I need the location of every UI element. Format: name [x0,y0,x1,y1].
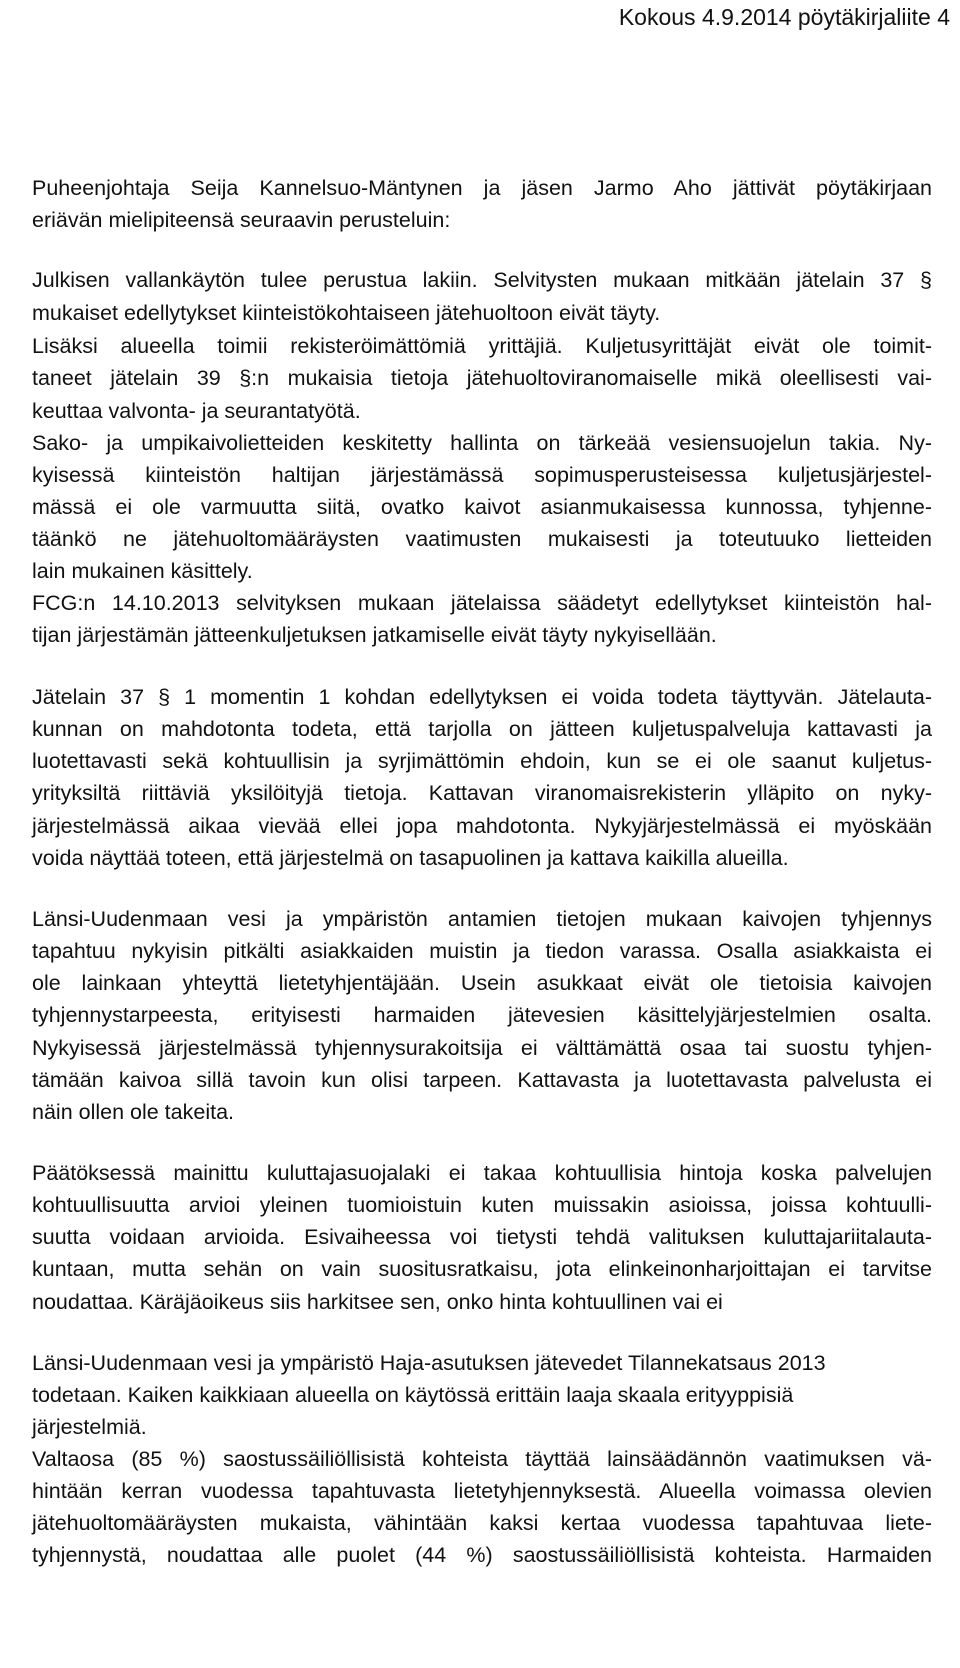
text-line: FCG:n 14.10.2013 selvityksen mukaan jätelaissa säädetyt edellytykset kiinteistön hal- [32,591,932,615]
text-line: luotettavasti sekä kohtuullisin ja syrjimättömin ehdoin, kun se ei ole saanut kuljetus- [32,749,932,773]
text-line: Julkisen vallankäytön tulee perustua lakiin. Selvitysten mukaan mitkään jätelain 37 § [32,268,932,292]
text-line: lain mukainen käsittely. [32,559,253,583]
text-line: järjestelmässä aikaa vievää ellei jopa mahdotonta. Nykyjärjestelmässä ei myöskään [32,814,932,838]
text-line: tapahtuu nykyisin pitkälti asiakkaiden muistin ja tiedon varassa. Osalla asiakkaista ei [32,939,932,963]
text-line: todetaan. Kaiken kaikkiaan alueella on käytössä erittäin laaja skaala erityyppisiä [32,1383,794,1407]
text-line: taneet jätelain 39 §:n mukaisia tietoja jätehuoltoviranomaiselle mikä oleellisesti vai- [32,366,932,390]
text-line: tyhjennystä, noudattaa alle puolet (44 %) saostussäiliöllisistä kohteista. Harmaiden [32,1543,932,1567]
text-line: jätehuoltomääräysten mukaista, vähintään kaksi kertaa vuodessa tapahtuvaa liete- [32,1511,932,1535]
text-line: Sako- ja umpikaivolietteiden keskitetty hallinta on tärkeää vesiensuojelun takia. Ny- [32,431,932,455]
text-line: eriävän mielipiteensä seuraavin perusteluin: [32,208,451,232]
text-line: tämään kaivoa sillä tavoin kun olisi tarpeen. Kattavasta ja luotettavasta palvelusta ei [32,1068,932,1092]
text-line: Valtaosa (85 %) saostussäiliöllisistä kohteista täyttää lainsäädännön vaatimuksen vä- [32,1447,932,1471]
text-line: tijan järjestämän jätteenkuljetuksen jatkamiselle eivät täyty nykyisellään. [32,623,717,647]
text-line: kohtuullisuutta arvioi yleinen tuomioistuin kuten muissakin asioissa, joissa kohtuulli- [32,1193,932,1217]
text-line: Länsi-Uudenmaan vesi ja ympäristön antamien tietojen mukaan kaivojen tyhjennys [32,907,932,931]
text-line: keuttaa valvonta- ja seurantatyötä. [32,399,361,423]
text-line: yrityksiltä riittäviä yksilöityjä tietoja. Kattavan viranomaisrekisterin ylläpito on nyky- [32,781,932,805]
text-line: kunnan on mahdotonta todeta, että tarjolla on jätteen kuljetuspalveluja kattavasti ja [32,717,932,741]
text-line: mässä ei ole varmuutta siitä, ovatko kaivot asianmukaisessa kunnossa, tyhjenne- [32,495,932,519]
text-line: hintään kerran vuodessa tapahtuvasta lietetyhjennyksestä. Alueella voimassa olevien [32,1479,932,1503]
text-line: ole lainkaan yhteyttä lietetyhjentäjään. Usein asukkaat eivät ole tietoisia kaivojen [32,971,932,995]
text-line: tyhjennystarpeesta, erityisesti harmaiden jätevesien käsittelyjärjestelmien osalta. [32,1003,932,1027]
text-line: järjestelmiä. [32,1415,147,1439]
text-line: Lisäksi alueella toimii rekisteröimättömiä yrittäjiä. Kuljetusyrittäjät eivät ole toimit- [32,334,932,358]
text-line: mukaiset edellytykset kiinteistökohtaiseen jätehuoltoon eivät täyty. [32,301,661,325]
page-header: Kokous 4.9.2014 pöytäkirjaliite 4 [618,4,950,30]
text-line: Jätelain 37 § 1 momentin 1 kohdan edellytyksen ei voida todeta täyttyvän. Jätelauta- [32,685,932,709]
text-line: voida näyttää toteen, että järjestelmä on tasapuolinen ja kattava kaikilla alueilla. [32,846,789,870]
text-line: kuntaan, mutta sehän on vain suositusratkaisu, jota elinkeinonharjoittajan ei tarvitse [32,1257,932,1281]
text-line: näin ollen ole takeita. [32,1100,235,1124]
text-line: Päätöksessä mainittu kuluttajasuojalaki ei takaa kohtuullisia hintoja koska palvelujen [32,1161,932,1185]
text-line: Länsi-Uudenmaan vesi ja ympäristö Haja-asutuksen jätevedet Tilannekatsaus 2013 [32,1351,826,1375]
text-line: täänkö ne jätehuoltomääräysten vaatimusten mukaisesti ja toteutuuko lietteiden [32,527,932,551]
text-line: Nykyisessä järjestelmässä tyhjennysurakoitsija ei välttämättä osaa tai suostu tyhjen- [32,1036,932,1060]
text-line: kyisessä kiinteistön haltijan järjestämässä sopimusperusteisessa kuljetusjärjestel- [32,463,932,487]
text-line: Puheenjohtaja Seija Kannelsuo-Mäntynen ja jäsen Jarmo Aho jättivät pöytäkirjaan [32,176,932,200]
text-line: suutta voidaan arvioida. Esivaiheessa voi tietysti tehdä valituksen kuluttajariitalauta- [32,1225,932,1249]
text-line: noudattaa. Käräjäoikeus siis harkitsee sen, onko hinta kohtuullinen vai ei [32,1290,723,1314]
